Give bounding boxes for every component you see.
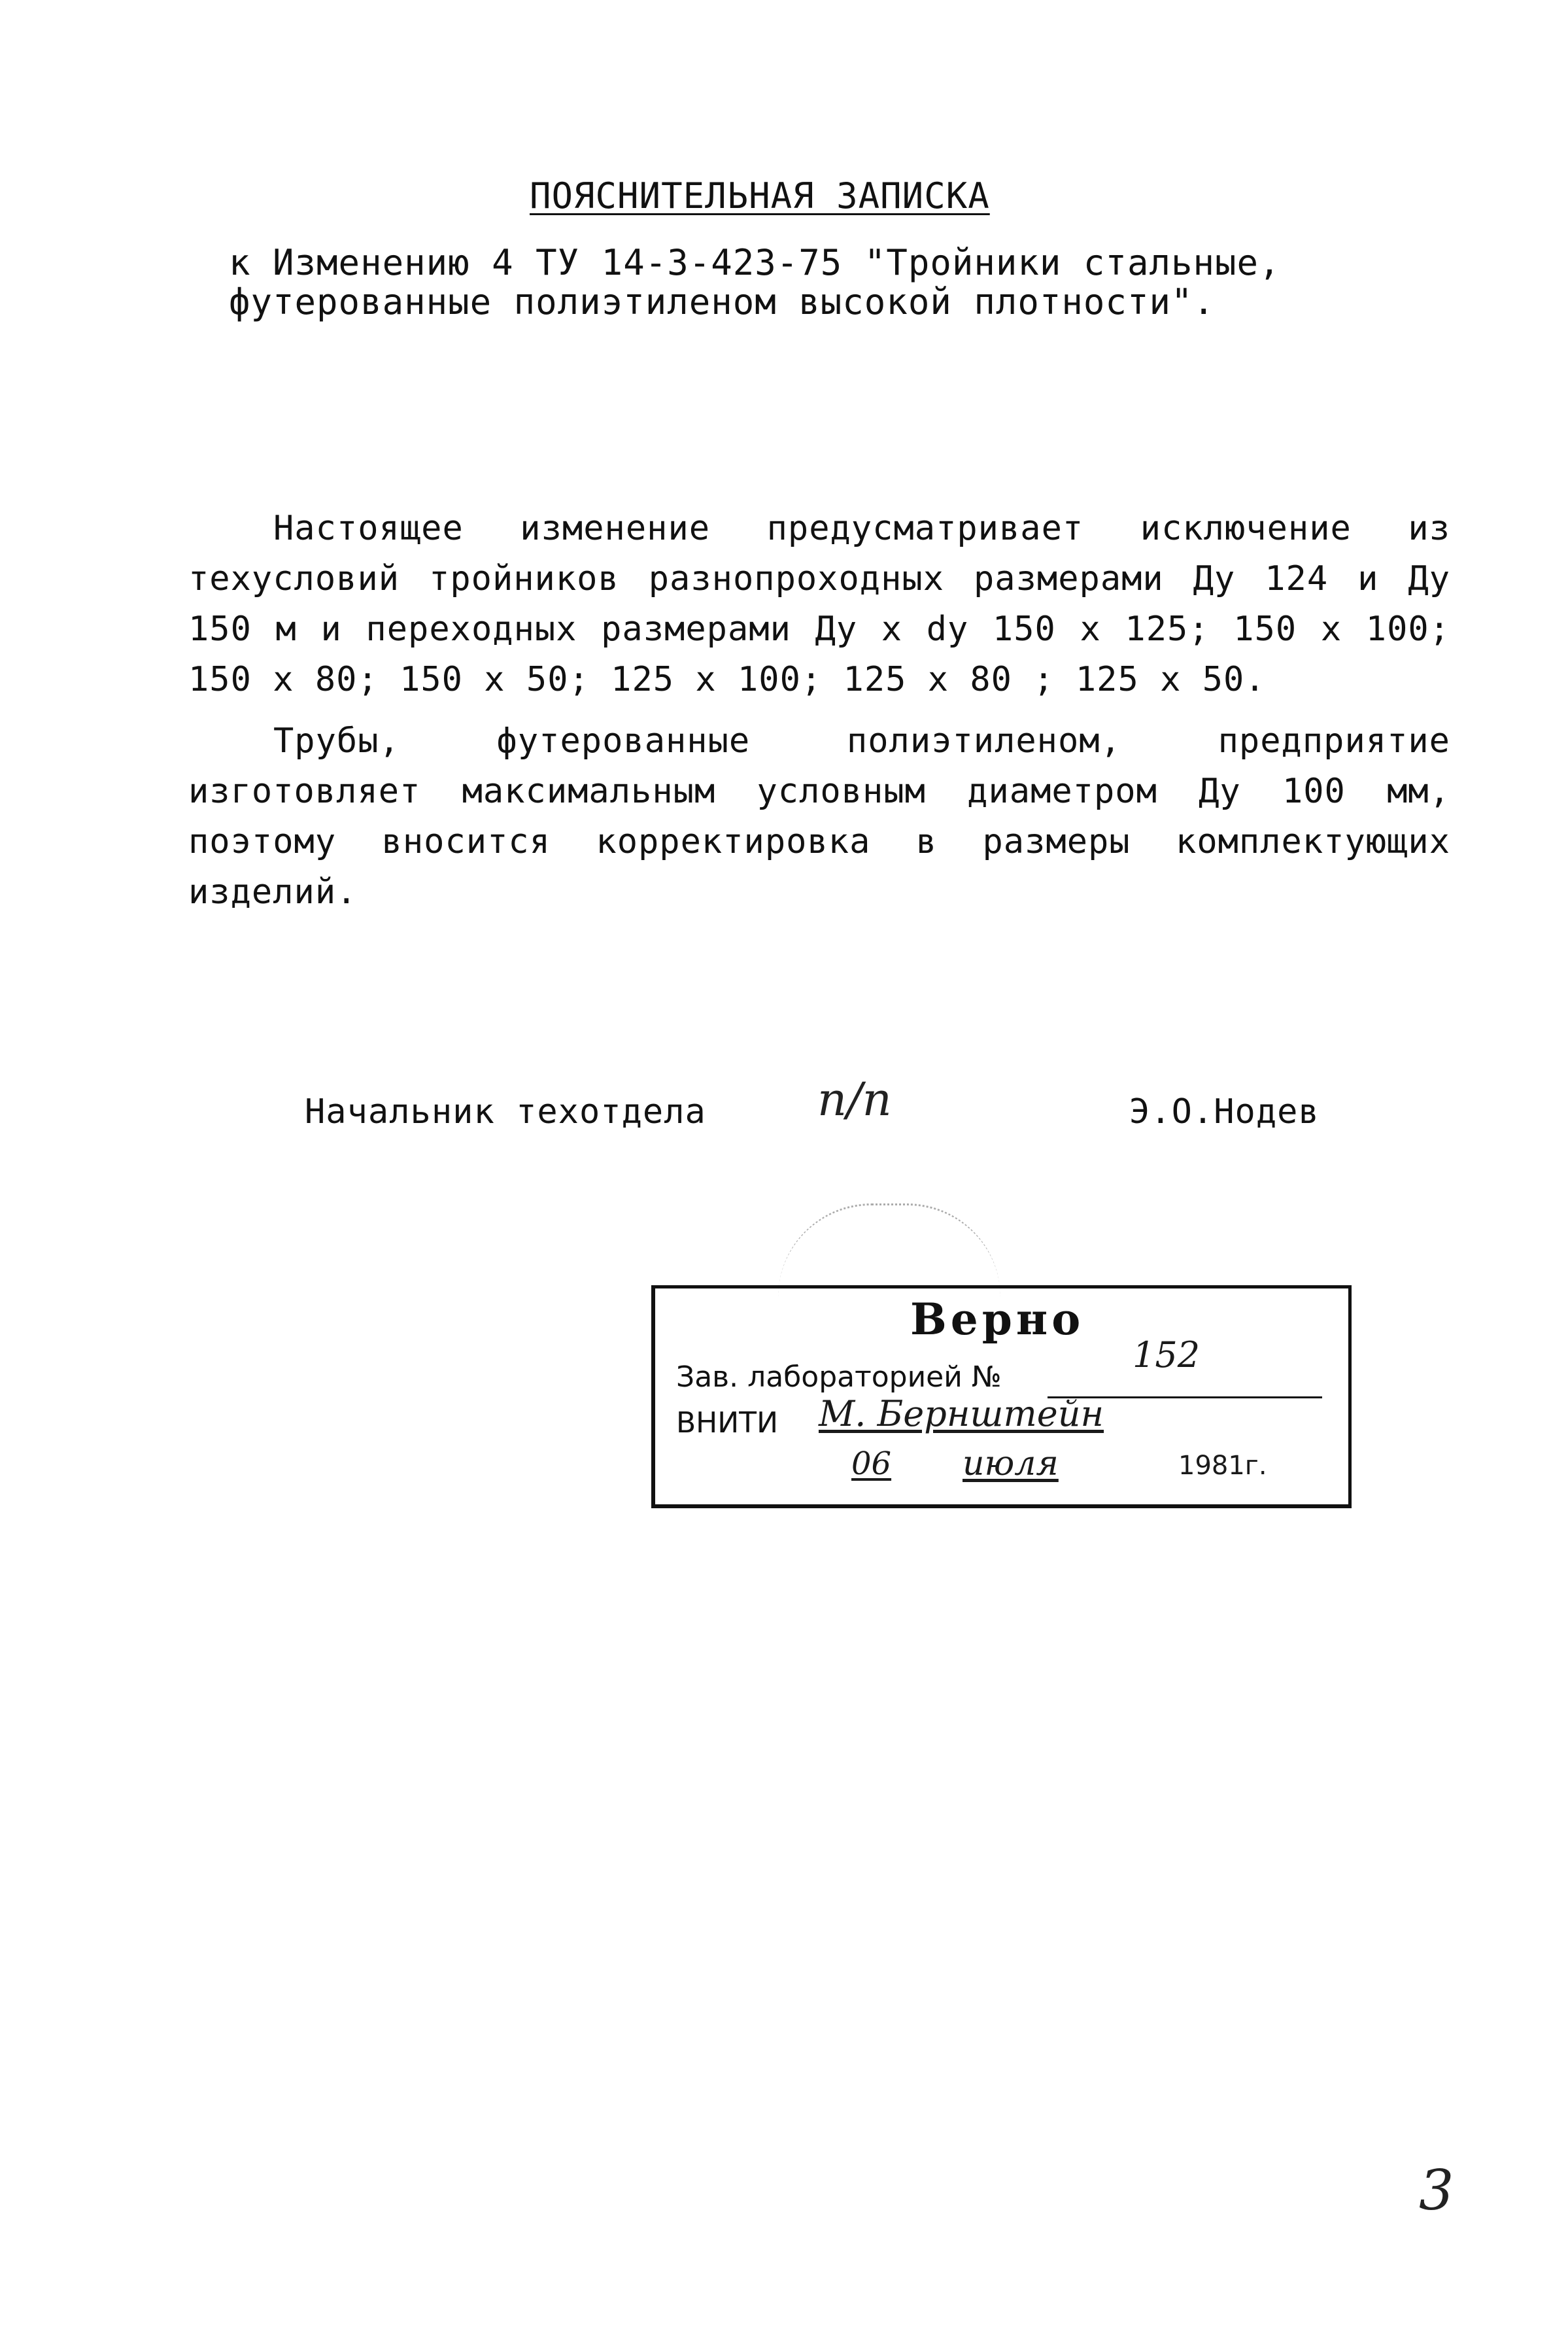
- stamp-date-month: июля: [963, 1444, 1059, 1483]
- document-title: ПОЯСНИТЕЛЬНАЯ ЗАПИСКА: [530, 175, 990, 216]
- stamp-institute-label: ВНИТИ: [676, 1406, 778, 1440]
- stamp-date-day: 06: [851, 1445, 892, 1482]
- body-paragraph-1: Настоящее изменение предусматривает исключение из техусловий тройников разнопроходных размерами Ду 124 и Ду 150 м и переходных размерами Ду х dу 150 х 125; 150 х 100; 150 х 80; 150 х 50; 125 х 100; 125 х 80 ; 125 х 50.: [188, 509, 1450, 699]
- stamp-lab-number: 152: [1133, 1334, 1201, 1375]
- body-paragraph-2: Трубы, футерованные полиэтиленом, предприятие изготовляет максимальным условным диаметром Ду 100 мм, поэтому вносится корректировка в размеры комплектующих изделий.: [188, 721, 1450, 912]
- signatory-name: Э.О.Нодев: [1129, 1092, 1320, 1132]
- round-seal-impression: [778, 1203, 1000, 1297]
- stamp-date-year: 1981г.: [1178, 1451, 1267, 1481]
- signatory-title: Начальник техотдела: [305, 1092, 706, 1132]
- signature-mark: п/п: [817, 1073, 892, 1126]
- page-number: 3: [1419, 2158, 1454, 2222]
- stamp-lab-label: Зав. лабораторией №: [676, 1360, 1002, 1394]
- certification-stamp: [651, 1285, 1352, 1508]
- stamp-title: Верно: [910, 1294, 1085, 1345]
- stamp-signature: М. Бернштейн: [819, 1393, 1104, 1434]
- document-subtitle-line-2: футерованные полиэтиленом высокой плотности".: [229, 281, 1215, 322]
- document-subtitle-line-1: к Изменению 4 ТУ 14-3-423-75 "Тройники стальные,: [229, 242, 1281, 283]
